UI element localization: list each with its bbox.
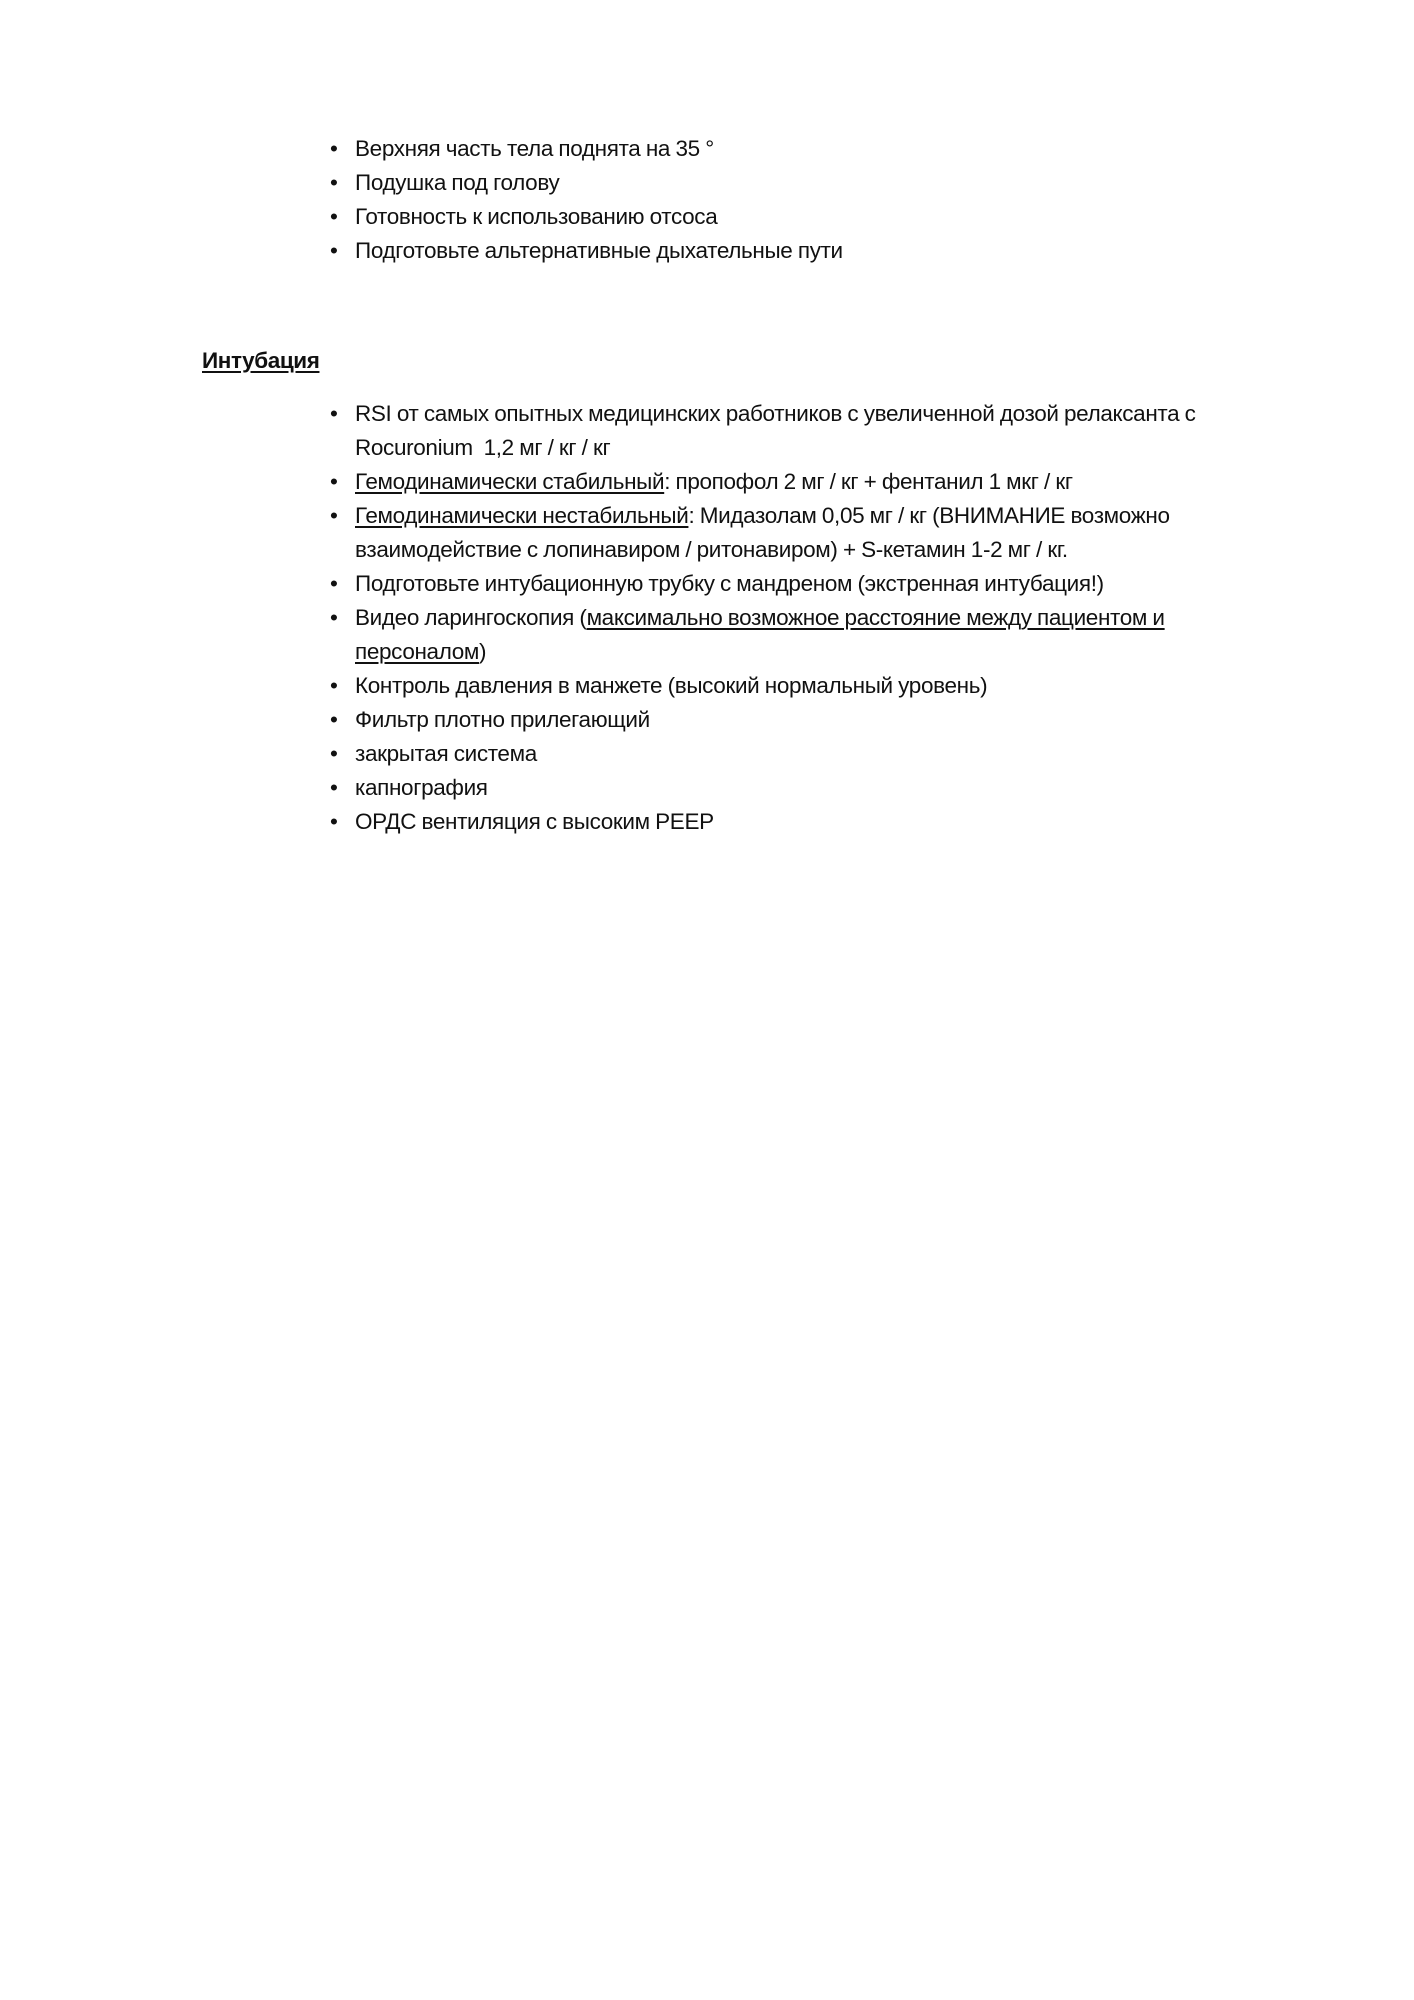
item-text-suffix: ) xyxy=(479,639,487,664)
bullet-icon: • xyxy=(330,571,338,596)
list-item xyxy=(330,465,1290,499)
item-text: Подготовьте альтернативные дыхательные пути xyxy=(355,238,843,263)
item-text: Подушка под голову xyxy=(355,170,560,195)
bullet-icon: • xyxy=(330,204,338,229)
item-text: капнография xyxy=(355,775,488,800)
list-item xyxy=(330,397,1290,465)
list-item xyxy=(330,703,1290,737)
bullet-icon: • xyxy=(330,170,338,195)
item-underlined-text: Гемодинамически нестабильный xyxy=(355,503,689,528)
list-item xyxy=(330,771,1290,805)
item-text: Подготовьте интубационную трубку с мандреном (экстренная интубация!) xyxy=(355,571,1104,596)
bullet-icon: • xyxy=(330,775,338,800)
bullet-icon: • xyxy=(330,469,338,494)
list-item xyxy=(330,132,1290,166)
item-text: RSI от самых опытных медицинских работников с увеличенной дозой релаксанта с Rocuronium 1,2 мг / кг / кг xyxy=(355,401,1201,460)
bullet-icon: • xyxy=(330,741,338,766)
section-heading-intubation: Интубация xyxy=(202,348,320,373)
bullet-icon: • xyxy=(330,673,338,698)
bullet-icon: • xyxy=(330,503,338,528)
list-item xyxy=(330,499,1290,567)
item-text: Фильтр плотно прилегающий xyxy=(355,707,650,732)
list-item xyxy=(330,200,1290,234)
item-text: Контроль давления в манжете (высокий нормальный уровень) xyxy=(355,673,988,698)
item-text: : Мидазолам 0,05 мг / кг (ВНИМАНИЕ возможно взаимодействие с лопинавиром / ритонавиром) + S-кетамин 1-2 мг / кг. xyxy=(355,503,1170,562)
list-item xyxy=(330,601,1290,669)
item-underlined-text: максимально возможное расстояние между пациентом и персоналом xyxy=(355,605,1165,664)
bullet-icon: • xyxy=(330,707,338,732)
list-item xyxy=(330,567,1290,601)
item-text: ОРДС вентиляция с высоким PEEP xyxy=(355,809,714,834)
item-text: Верхняя часть тела поднята на 35 ° xyxy=(355,136,714,161)
list-item xyxy=(330,805,1290,839)
item-text-prefix: Видео ларингоскопия ( xyxy=(355,605,587,630)
bullet-icon: • xyxy=(330,238,338,263)
list-item xyxy=(330,737,1290,771)
preparation-list xyxy=(330,132,1290,268)
list-item xyxy=(330,166,1290,200)
bullet-icon: • xyxy=(330,136,338,161)
item-underlined-text: Гемодинамически стабильный xyxy=(355,469,665,494)
intubation-list xyxy=(330,397,1290,839)
list-item xyxy=(330,669,1290,703)
list-item xyxy=(330,234,1290,268)
bullet-icon: • xyxy=(330,809,338,834)
item-text: : пропофол 2 мг / кг + фентанил 1 мкг / кг xyxy=(664,469,1073,494)
item-text: Готовность к использованию отсоса xyxy=(355,204,718,229)
item-text: закрытая система xyxy=(355,741,537,766)
bullet-icon: • xyxy=(330,401,338,426)
bullet-icon: • xyxy=(330,605,338,630)
